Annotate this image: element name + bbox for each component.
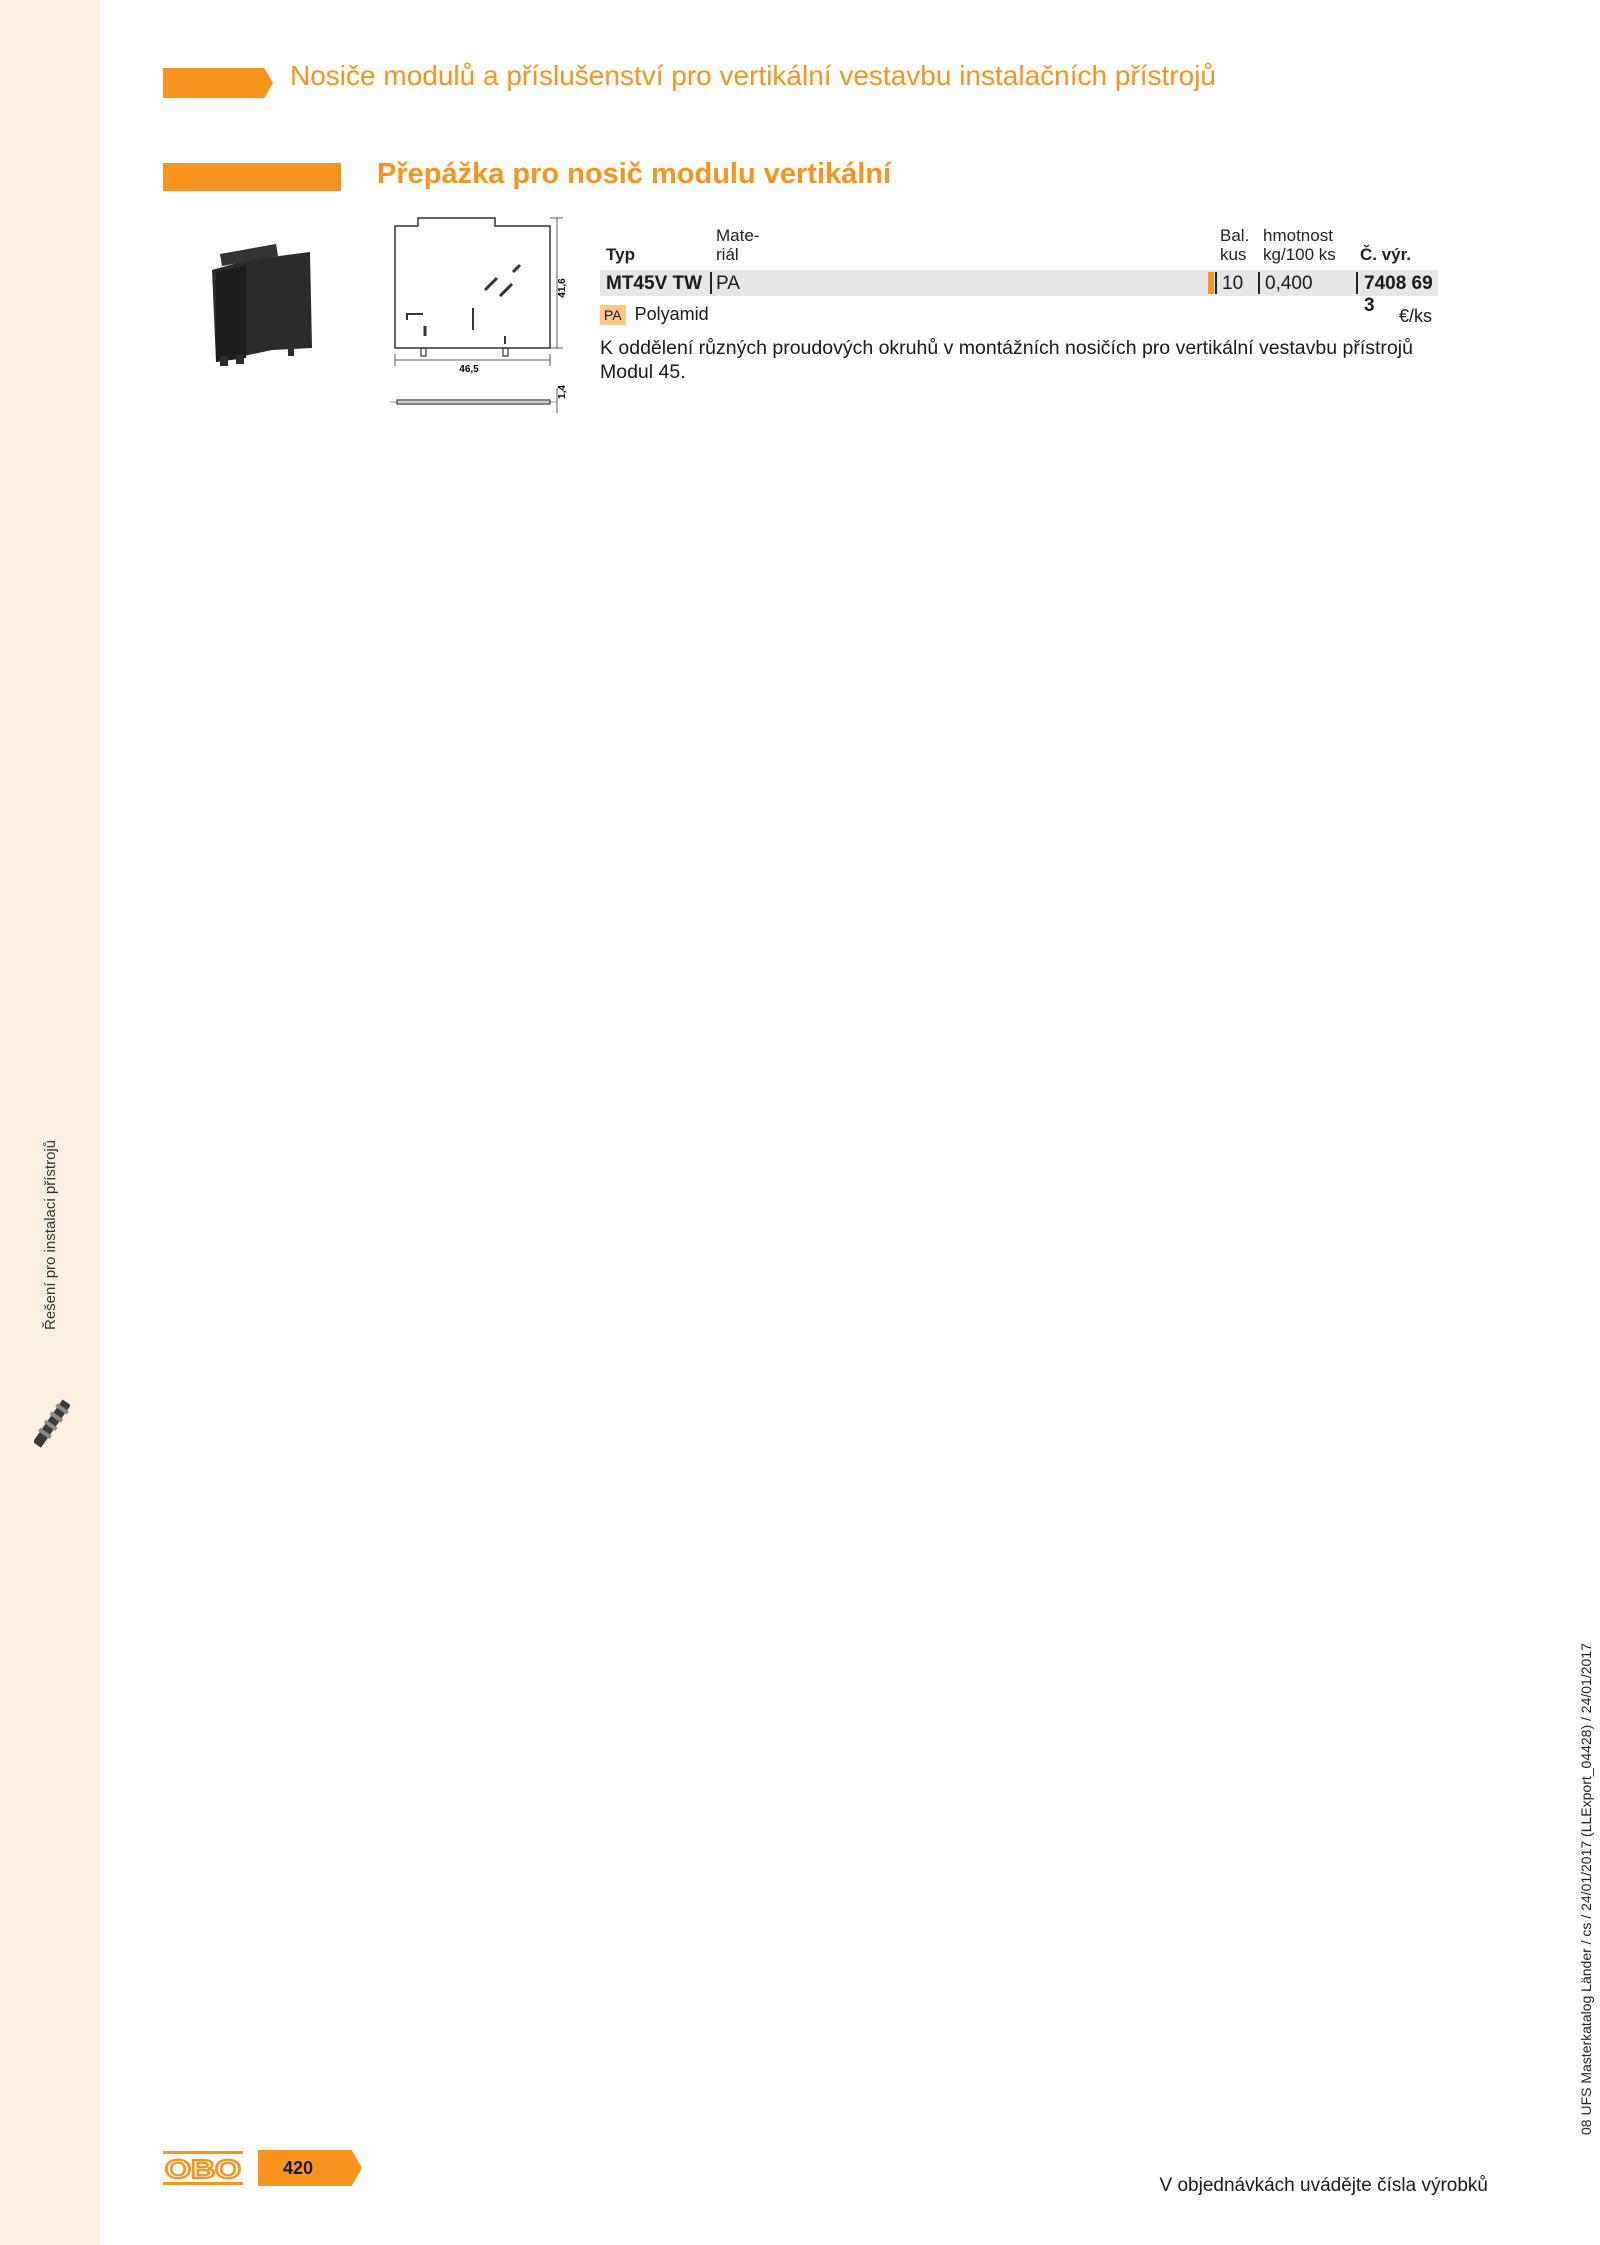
product-photo: [180, 230, 330, 380]
header-article: Č. výr.: [1360, 245, 1412, 264]
sidebar: [0, 0, 100, 2245]
module-carrier-icon: [34, 1390, 70, 1460]
page-title: Nosiče modulů a příslušenství pro vertikální vestavbu instalačních přístrojů: [290, 60, 1216, 91]
header-bal-line2: kus: [1220, 245, 1247, 264]
dim-thickness-label: 1,4: [557, 385, 568, 399]
header-material-line1: Mate-: [716, 226, 760, 245]
section-accent-bar: [163, 163, 341, 191]
section-title: Přepážka pro nosič modulu vertikální: [377, 158, 892, 190]
cell-separator: [1215, 272, 1217, 294]
cell-bal: 10: [1222, 273, 1244, 294]
cell-separator: [710, 272, 712, 294]
legend-code: PA: [600, 305, 626, 325]
header-accent-bar: [163, 68, 273, 98]
header-bal-line1: Bal.: [1220, 226, 1250, 245]
footer-order-note: V objednávkách uvádějte čísla výrobků: [1159, 2175, 1488, 2196]
dim-height-label: 41,6: [557, 278, 568, 298]
export-info: 08 UFS Masterkatalog Länder / cs / 24/01/2017 (LLExport_04428) / 24/01/2017: [1578, 1643, 1594, 2135]
header-material-line2: riál: [716, 245, 739, 264]
legend-text: Polyamid: [634, 304, 709, 324]
sidebar-category-label: Řešení pro instalaci přístrojů: [42, 1139, 59, 1330]
cell-article: 7408 69 3: [1364, 273, 1433, 316]
header-typ: Typ: [606, 245, 635, 264]
cell-material: PA: [716, 273, 740, 294]
cell-typ: MT45V TW: [606, 273, 703, 294]
page-number: 420: [282, 2158, 314, 2178]
cell-separator-accent: [1208, 272, 1214, 294]
header-weight-line1: hmotnost: [1263, 226, 1333, 245]
technical-drawing: [385, 208, 575, 418]
product-description: K oddělení různých proudových okruhů v montážních nosičích pro vertikální vestavbu přístrojů Modul 45.: [600, 337, 1413, 383]
price-unit: €/ks: [1398, 306, 1432, 326]
cell-separator: [1258, 272, 1260, 294]
cell-weight: 0,400: [1265, 273, 1313, 294]
header-weight-line2: kg/100 ks: [1263, 245, 1336, 264]
obo-logo: [163, 2150, 243, 2186]
dim-width-label: 46,5: [459, 364, 479, 375]
material-legend: [600, 304, 709, 326]
svg-text:OBO: OBO: [165, 2154, 241, 2184]
cell-separator: [1356, 272, 1358, 294]
